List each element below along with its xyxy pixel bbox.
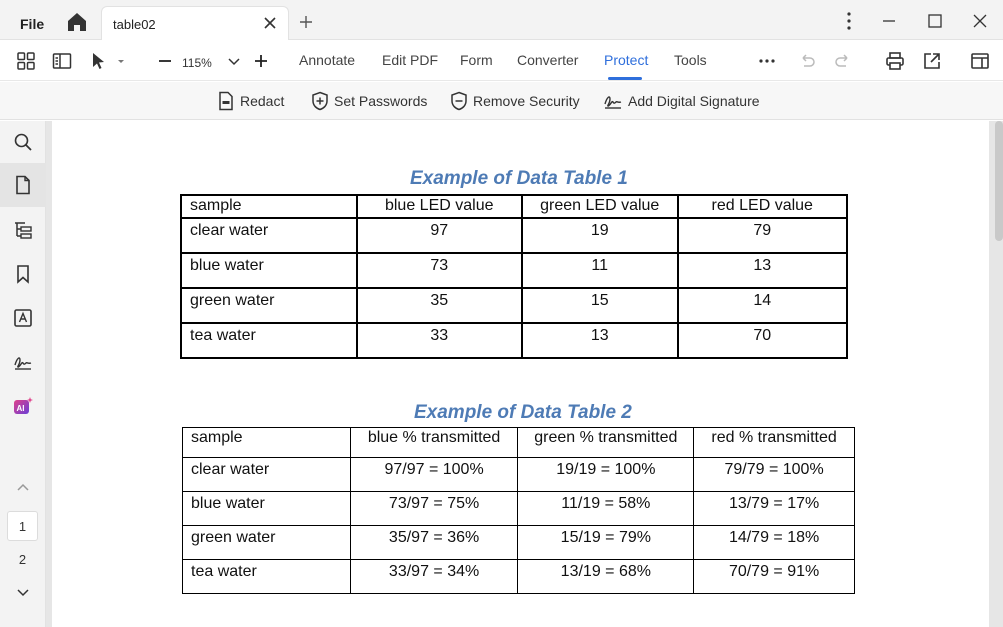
remove-security-label: Remove Security xyxy=(473,93,580,109)
redo-icon[interactable] xyxy=(833,51,853,71)
zoom-out-icon[interactable] xyxy=(155,51,175,71)
table-cell: 13/19 = 68% xyxy=(518,560,694,594)
table-row xyxy=(183,560,855,594)
table-cell: 11/19 = 58% xyxy=(518,492,694,526)
zoom-in-icon[interactable] xyxy=(251,51,271,71)
redact-button[interactable] xyxy=(217,91,284,111)
redact-label: Redact xyxy=(240,93,285,109)
tab-title: table02 xyxy=(113,17,156,32)
add-digital-signature-button[interactable] xyxy=(603,91,760,111)
window-layout-icon[interactable] xyxy=(970,51,990,71)
zoom-dropdown-icon[interactable] xyxy=(224,51,244,71)
table-cell: 79/79 = 100% xyxy=(694,458,855,492)
table-cell: 79 xyxy=(678,218,848,253)
table-row xyxy=(183,526,855,560)
pages-icon[interactable] xyxy=(13,175,33,195)
add-signature-label: Add Digital Signature xyxy=(628,93,760,109)
table2-header-cell: green % transmitted xyxy=(518,428,694,458)
table-cell: 33/97 = 34% xyxy=(350,560,518,594)
table-cell: 19 xyxy=(522,218,678,253)
page-number-2[interactable]: 2 xyxy=(18,552,27,567)
table-row xyxy=(181,323,847,358)
shield-plus-icon xyxy=(311,91,329,111)
table-cell: green water xyxy=(183,526,351,560)
protect-toolbar xyxy=(0,82,1003,120)
tab-form[interactable]: Form xyxy=(460,52,493,68)
set-passwords-label: Set Passwords xyxy=(334,93,428,109)
table-row xyxy=(181,218,847,253)
table1-header-cell: red LED value xyxy=(678,195,848,218)
zoom-level[interactable]: 115% xyxy=(182,56,212,70)
table2-header-cell: red % transmitted xyxy=(694,428,855,458)
table-cell: 97 xyxy=(357,218,522,253)
table1-title: Example of Data Table 1 xyxy=(410,168,628,189)
set-passwords-button[interactable] xyxy=(311,91,427,111)
document-tab[interactable] xyxy=(101,6,289,40)
table1-header-cell: green LED value xyxy=(522,195,678,218)
tab-tools[interactable]: Tools xyxy=(674,52,707,68)
file-menu[interactable]: File xyxy=(20,16,45,32)
table-cell: 73 xyxy=(357,253,522,288)
table-cell: green water xyxy=(181,288,357,323)
page-down-icon[interactable] xyxy=(13,582,33,602)
signature-panel-icon[interactable] xyxy=(13,352,33,372)
close-tab-icon[interactable] xyxy=(262,15,278,31)
svg-text:AI: AI xyxy=(16,404,25,413)
home-icon[interactable] xyxy=(66,12,88,32)
table-cell: 14 xyxy=(678,288,848,323)
cursor-dropdown-icon[interactable] xyxy=(116,51,126,71)
table-cell: 15/19 = 79% xyxy=(518,526,694,560)
page-up-icon[interactable] xyxy=(13,478,33,498)
table-cell: 14/79 = 18% xyxy=(694,526,855,560)
table-cell: 70/79 = 91% xyxy=(694,560,855,594)
table-row xyxy=(183,458,855,492)
signature-icon xyxy=(603,91,623,111)
minimize-icon[interactable] xyxy=(880,12,898,30)
table-cell: 33 xyxy=(357,323,522,358)
table-cell: 15 xyxy=(522,288,678,323)
print-icon[interactable] xyxy=(885,51,905,71)
share-export-icon[interactable] xyxy=(922,51,942,71)
table-cell: 13 xyxy=(522,323,678,358)
table-cell: 11 xyxy=(522,253,678,288)
table-cell: tea water xyxy=(183,560,351,594)
text-field-icon[interactable] xyxy=(13,308,33,328)
table1-header-cell: sample xyxy=(181,195,357,218)
left-sidebar xyxy=(0,121,46,627)
tab-protect[interactable]: Protect xyxy=(604,52,649,68)
data-table-1 xyxy=(180,194,848,359)
table-row xyxy=(181,288,847,323)
more-tools-icon[interactable] xyxy=(757,51,777,71)
main-toolbar xyxy=(0,41,1003,81)
data-table-2 xyxy=(182,427,855,594)
ai-assistant-icon[interactable] xyxy=(13,396,33,416)
table-cell: tea water xyxy=(181,323,357,358)
page-number-1[interactable]: 1 xyxy=(7,511,38,541)
bookmark-icon[interactable] xyxy=(13,264,33,284)
panel-layout-icon[interactable] xyxy=(52,51,72,71)
remove-security-button[interactable] xyxy=(450,91,580,111)
table-cell: 97/97 = 100% xyxy=(350,458,518,492)
new-tab-icon[interactable] xyxy=(298,14,314,30)
table-row xyxy=(181,253,847,288)
more-options-icon[interactable] xyxy=(842,11,856,31)
table-cell: clear water xyxy=(183,458,351,492)
outline-tree-icon[interactable] xyxy=(13,220,33,240)
table2-header-row xyxy=(183,428,855,458)
close-window-icon[interactable] xyxy=(971,12,989,30)
title-bar xyxy=(0,0,1003,40)
table-cell: blue water xyxy=(181,253,357,288)
maximize-icon[interactable] xyxy=(926,12,944,30)
table2-header-cell: blue % transmitted xyxy=(350,428,518,458)
tab-edit-pdf[interactable]: Edit PDF xyxy=(382,52,439,68)
table-cell: 35 xyxy=(357,288,522,323)
table1-header-cell: blue LED value xyxy=(357,195,522,218)
undo-icon[interactable] xyxy=(797,51,817,71)
table-cell: 70 xyxy=(678,323,848,358)
pdf-page xyxy=(52,121,989,627)
active-tab-indicator xyxy=(608,77,642,80)
document-viewport[interactable] xyxy=(46,121,1003,627)
table2-title: Example of Data Table 2 xyxy=(414,402,632,423)
thumbnails-grid-icon[interactable] xyxy=(16,51,36,71)
vertical-scrollbar[interactable] xyxy=(995,121,1003,241)
table1-header-row xyxy=(181,195,847,218)
table-cell: blue water xyxy=(183,492,351,526)
table2-header-cell: sample xyxy=(183,428,351,458)
table-cell: 19/19 = 100% xyxy=(518,458,694,492)
redact-icon xyxy=(217,91,235,111)
shield-minus-icon xyxy=(450,91,468,111)
table-cell: 13 xyxy=(678,253,848,288)
table-cell: 13/79 = 17% xyxy=(694,492,855,526)
select-cursor-icon[interactable] xyxy=(89,51,109,71)
tab-converter[interactable]: Converter xyxy=(517,52,579,68)
table-cell: clear water xyxy=(181,218,357,253)
tab-annotate[interactable]: Annotate xyxy=(299,52,356,68)
table-row xyxy=(183,492,855,526)
table-cell: 73/97 = 75% xyxy=(350,492,518,526)
search-icon[interactable] xyxy=(13,132,33,152)
table-cell: 35/97 = 36% xyxy=(350,526,518,560)
